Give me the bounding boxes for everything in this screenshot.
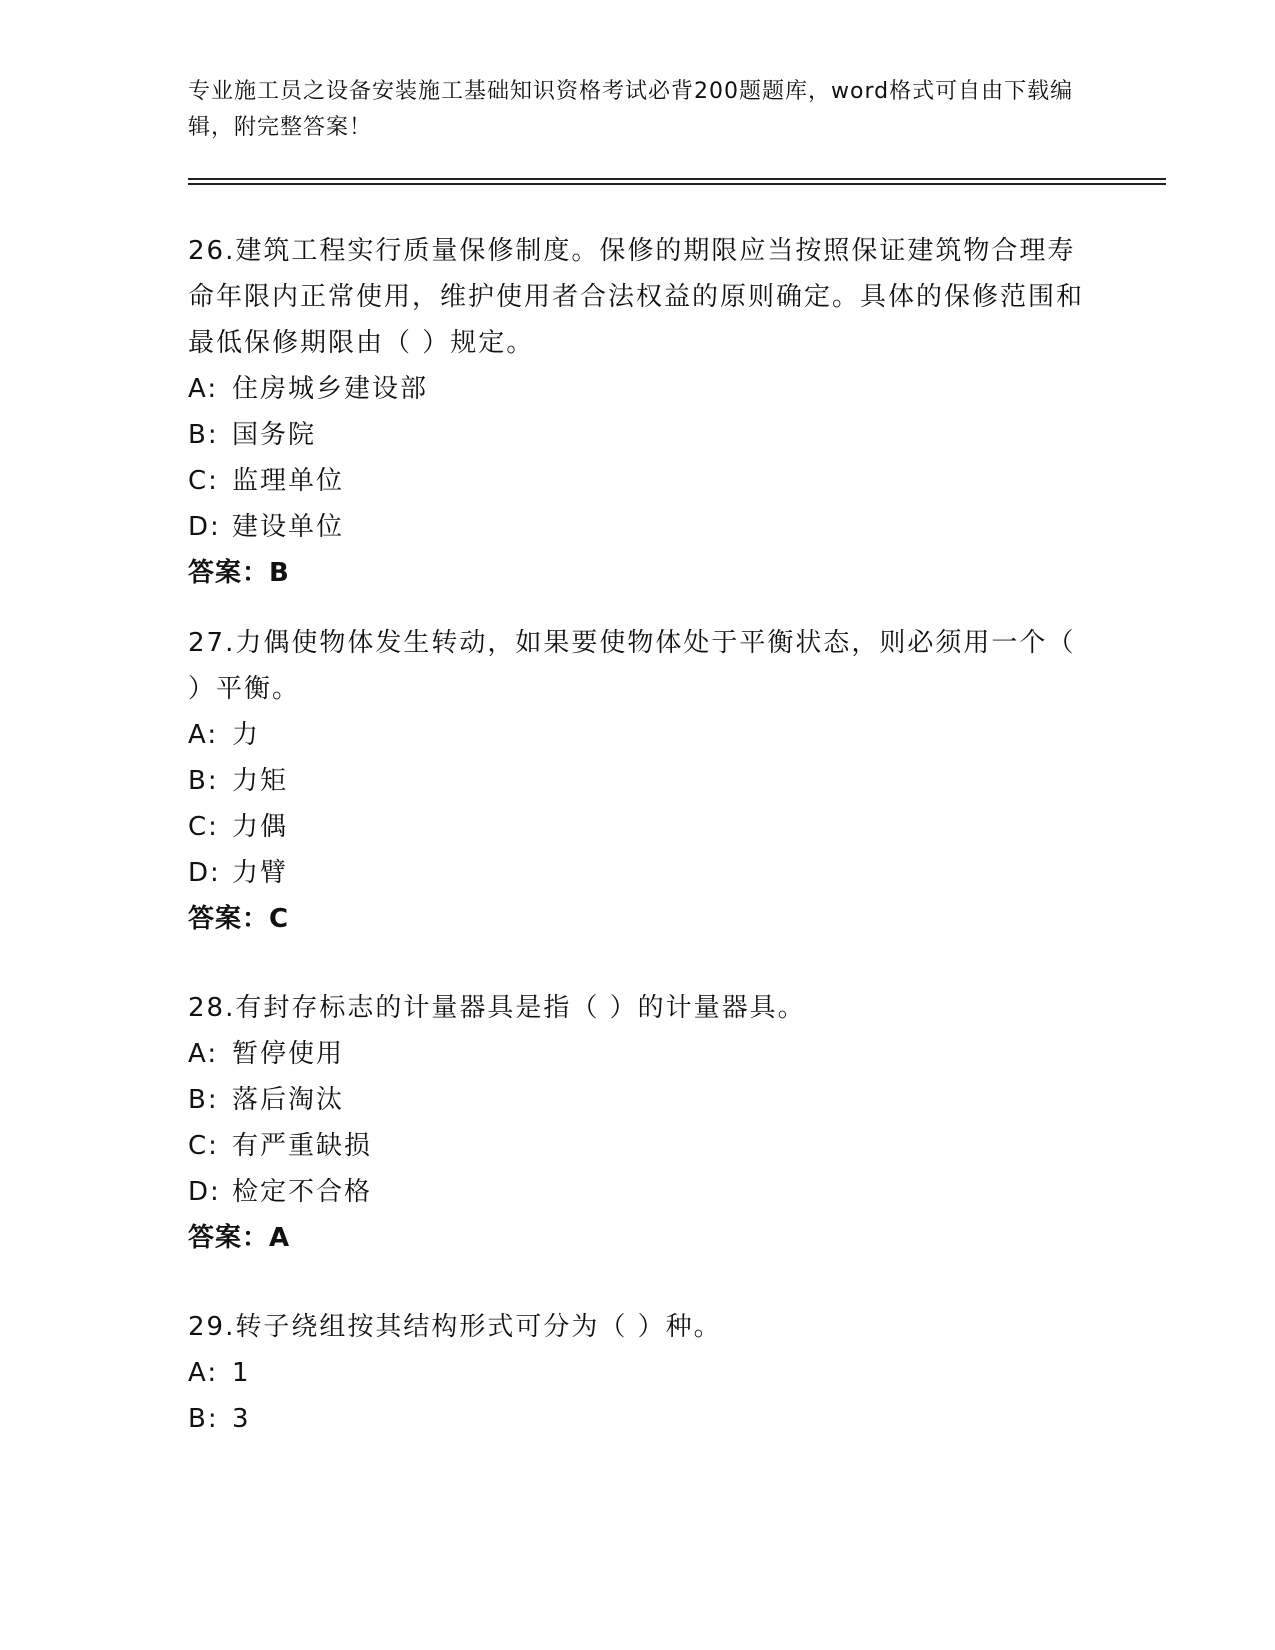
header-divider-top [188,178,1166,180]
option-text: 建设单位 [232,512,345,542]
option-key: C: [188,466,219,496]
option-key: D: [188,858,221,888]
answer: 答案：B [188,558,290,588]
option-text: 1 [232,1358,251,1388]
option-text: 3 [232,1404,251,1434]
option-key: B: [188,766,219,796]
option-key: A: [188,374,219,404]
option-text: 力矩 [232,766,289,796]
question-text: 26.建筑工程实行质量保修制度。保修的期限应当按照保证建筑物合理寿命年限内正常使用，维护使用者合法权益的原则确定。具体的保修范围和最低保修期限由（ ）规定。 [188,236,1085,358]
option-text: 有严重缺损 [232,1131,373,1161]
question-text: 29.转子绕组按其结构形式可分为（ ）种。 [188,1312,722,1342]
option-a [188,1031,1088,1077]
option-key: C: [188,1131,219,1161]
question-29 [188,1304,1088,1442]
option-c [188,1123,1088,1169]
option-text: 落后淘汰 [232,1085,345,1115]
option-c [188,458,1088,504]
header-divider-bottom [188,183,1166,185]
option-b [188,412,1088,458]
option-text: 检定不合格 [232,1177,373,1207]
option-b [188,1077,1088,1123]
option-key: B: [188,1085,219,1115]
option-c [188,804,1088,850]
option-key: A: [188,720,219,750]
question-28 [188,985,1088,1261]
option-a [188,712,1088,758]
option-text: 力 [232,720,261,750]
option-key: C: [188,812,219,842]
option-key: A: [188,1358,219,1388]
option-a [188,366,1088,412]
question-27 [188,620,1088,942]
answer: 答案：C [188,904,290,934]
question-text: 27.力偶使物体发生转动，如果要使物体处于平衡状态，则必须用一个（ ）平衡。 [188,628,1076,704]
option-d [188,1169,1088,1215]
option-b [188,758,1088,804]
option-key: D: [188,512,221,542]
option-text: 暂停使用 [232,1039,345,1069]
option-key: B: [188,420,219,450]
option-text: 住房城乡建设部 [232,374,429,404]
option-text: 国务院 [232,420,317,450]
option-a [188,1350,1088,1396]
option-b [188,1396,1088,1442]
option-key: A: [188,1039,219,1069]
option-text: 力臂 [232,858,289,888]
question-text: 28.有封存标志的计量器具是指（ ）的计量器具。 [188,993,806,1023]
option-key: D: [188,1177,221,1207]
option-d [188,850,1088,896]
document-header: 专业施工员之设备安装施工基础知识资格考试必背200题题库，word格式可自由下载编辑，附完整答案！ [188,79,1074,140]
option-d [188,504,1088,550]
option-key: B: [188,1404,219,1434]
option-text: 力偶 [232,812,289,842]
answer: 答案：A [188,1223,291,1253]
option-text: 监理单位 [232,466,345,496]
question-26 [188,228,1088,596]
